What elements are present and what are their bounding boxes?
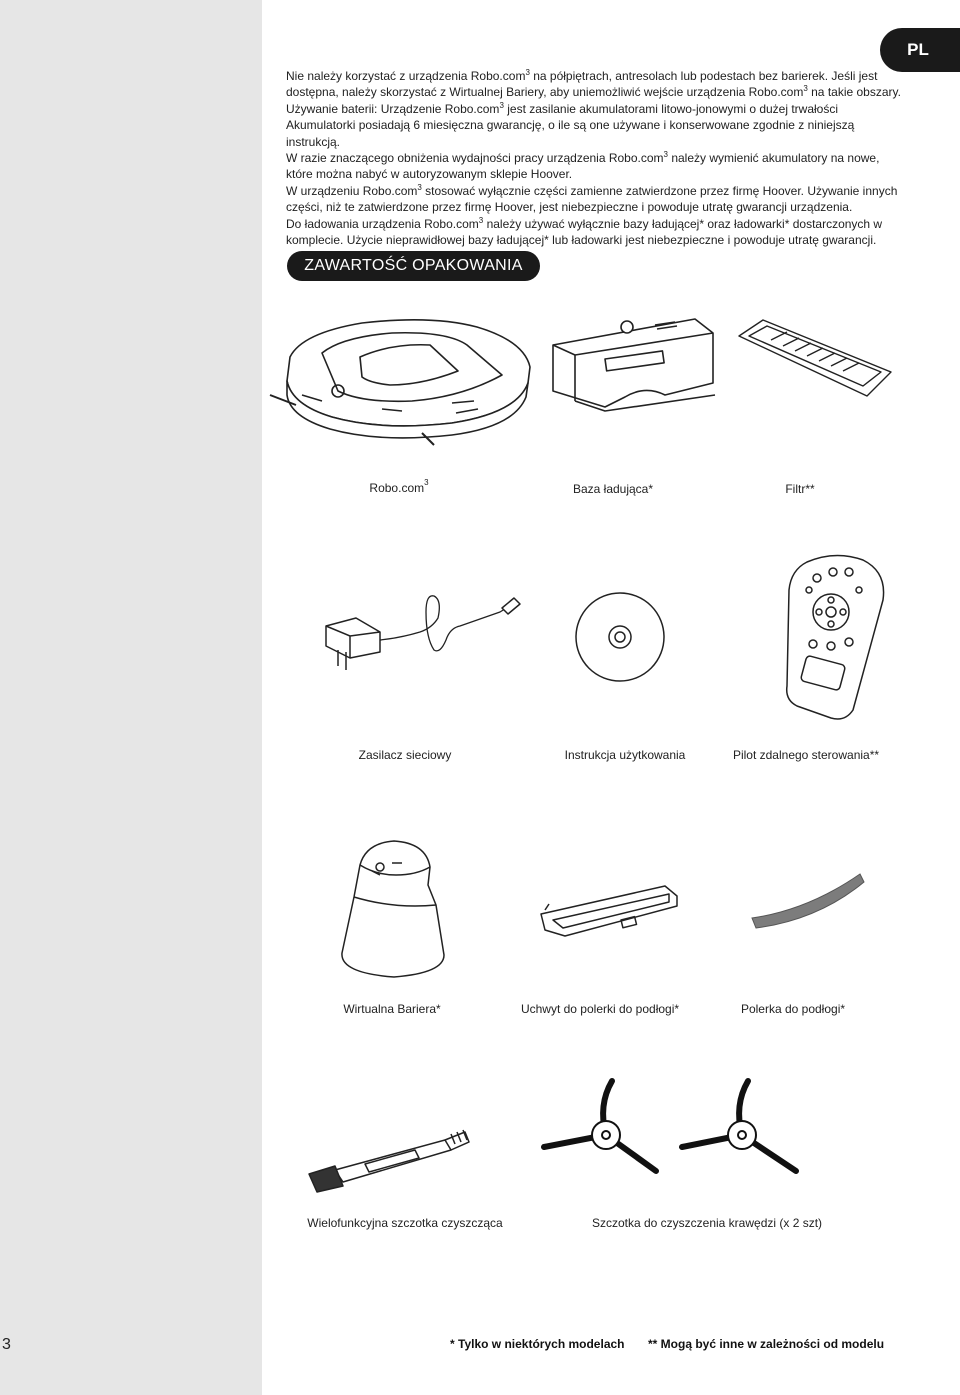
caption-floor-polisher: Polerka do podłogi*: [740, 1002, 846, 1016]
charging-base-illustration: [545, 315, 720, 420]
section-title: ZAWARTOŚĆ OPAKOWANIA: [287, 251, 540, 281]
intro-paragraph-1: Nie należy korzystać z urządzenia Robo.com$^3$ na półpiętrach, antresolach lub podestach bez barierek. Jeśli jest dostępna, należy skorzystać z Wirtualnej Bariery, aby uniemożliwić wejście urządzenia Robo.com$^3$ na takie obszary.: [286, 68, 901, 100]
edge-brush-illustration-1: [540, 1075, 695, 1175]
caption-remote-control: Pilot zdalnego sterowania**: [732, 748, 880, 762]
intro-paragraph-3: W razie znaczącego obniżenia wydajności pracy urządzenia Robo.com$^3$ należy wymienić akumulatory na nowe, które można nabyć w autoryzowanym sklepie Hoover.: [286, 150, 880, 182]
manual-disc-illustration: [573, 590, 667, 684]
intro-paragraph-5: Do ładowania urządzenia Robo.com$^3$ należy używać wyłącznie bazy ładującej* oraz ładowarki* dostarczonych w komplecie. Użycie nieprawidłowej bazy ładującej* lub ładowarki jest niebezpieczne i powoduje utratę gwarancji.: [286, 215, 883, 248]
virtual-barrier-illustration: [336, 835, 448, 985]
power-adapter-illustration: [320, 588, 525, 683]
robot-vacuum-illustration: [262, 305, 537, 450]
cleaning-brush-illustration: [305, 1120, 475, 1200]
language-tab: PL: [880, 28, 960, 72]
caption-charging-base: Baza ładująca*: [572, 482, 654, 496]
polisher-holder-illustration: [535, 880, 685, 945]
filter-illustration: [735, 316, 895, 401]
caption-robot: Robo.com$^3$: [369, 478, 429, 495]
caption-virtual-barrier: Wirtualna Bariera*: [343, 1002, 441, 1016]
floor-polisher-illustration: [748, 870, 868, 930]
caption-cleaning-brush: Wielofunkcyjna szczotka czyszcząca: [307, 1216, 503, 1230]
caption-user-manual: Instrukcja użytkowania: [564, 748, 686, 762]
page-number: 3: [2, 1336, 11, 1353]
side-band: [0, 0, 262, 1395]
footnote-model-variation: ** Mogą być inne w zależności od modelu: [648, 1337, 885, 1351]
footnote-some-models: * Tylko w niektórych modelach: [450, 1337, 625, 1351]
caption-edge-brushes: Szczotka do czyszczenia krawędzi (x 2 szt): [591, 1216, 823, 1230]
intro-text: [286, 68, 906, 248]
remote-control-illustration: [775, 550, 890, 725]
intro-paragraph-4: W urządzeniu Robo.com$^3$ stosować wyłącznie części zamienne zatwierdzone przez firmę Hoover. Używanie innych części, niż te zatwierdzone przez firmę Hoover, jest niebezpieczne i powoduje utratę gwarancji urządzenia.: [286, 182, 898, 215]
intro-paragraph-2: Używanie baterii: Urządzenie Robo.com$^3$ jest zasilanie akumulatorami litowo-jonowymi o dużej trwałości Akumulatorki posiadają 6 miesięczna gwarancję, o ile są one używane i konserwowane zgodnie z niniejszą instrukcją.: [286, 100, 855, 149]
edge-brush-illustration-2: [678, 1075, 838, 1175]
caption-filter: Filtr**: [785, 482, 815, 496]
caption-polisher-holder: Uchwyt do polerki do podłogi*: [520, 1002, 680, 1016]
caption-power-adapter: Zasilacz sieciowy: [358, 748, 452, 762]
